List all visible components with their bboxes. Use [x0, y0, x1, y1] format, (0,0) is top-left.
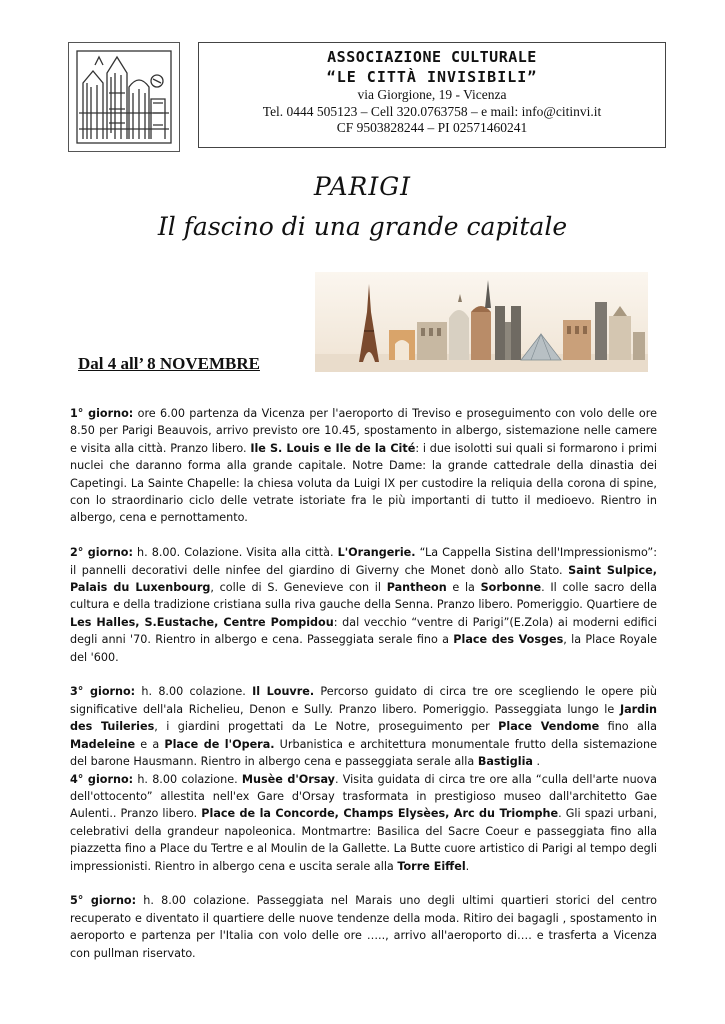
page-subtitle: Il fascino di una grande capitale: [157, 212, 568, 241]
day-1: 1° giorno: ore 6.00 partenza da Vicenza per l'aeroporto di Treviso e proseguimento con volo delle ore 8.50 per Parigi Beauvois, arrivo previsto ore 10.45, spostamento in albergo, sistemazione nelle camere e visita alla città. Pranzo libero. Ile S. Louis e Ile de la Cité: i due isolotti sui quali si formarono i primi nuclei che daranno forma alla grande capitale. Notre Dame: la grande cattedrale della dinastia dei Capetingi. La Sainte Chapelle: la chiesa voluta da Luigi IX per custodire la reliquia della corona di spine, con lo straordinario ciclo delle vetrate istoriate fra le più importanti di tutto il medioevo. Rientro in albergo, cena e pernottamento.: [70, 407, 657, 525]
association-header: [198, 42, 666, 148]
trip-dates-text: Dal 4 all’ 8 NOVEMBRE: [78, 354, 260, 373]
association-logo: [68, 42, 180, 152]
association-contacts: Tel. 0444 505123 – Cell 320.0763758 – e mail: info@citinvi.it: [262, 103, 602, 119]
day-4: 4° giorno: h. 8.00 colazione. Musèe d'Orsay. Visita guidata di circa tre ore alla “culla dell'arte nuova dell'ottocento” allestita nell'ex Gare d'Orsay trasformata in prestigioso museo dall'architetto Gae Aulenti.. Pranzo libero. Place de la Concorde, Champs Elysèes, Arc du Triomphe. Gli spazi urbani, celebrativi della grandeur napoleonica. Montmartre: Basilica del Sacre Coeur e passeggiata fino alla piazzetta fino a Place du Tertre e al Moulin de la Gallette. La Butte cuore artistico di Parigi al tempo degli impressionisti. Rientro in albergo cena e uscita serale alla Torre Eiffel.: [70, 772, 658, 873]
association-name-line1: ASSOCIAZIONE CULTURALE: [327, 48, 537, 66]
day-2: 2° giorno: h. 8.00. Colazione. Visita alla città. L'Orangerie. “La Cappella Sistina dell'Impressionismo”: il pannelli decorativi delle ninfee del giardino di Giverny che Monet donò allo Stato. Saint Sulpice, Palais du Luxenbourg, colle di S. Genevieve con il Pantheon e la Sorbonne. Il colle sacro della cultura e della tradizione cristiana sulla riva gauche della Senna. Pranzo libero. Pomeriggio. Quartiere de Les Halles, S.Eustache, Centre Pompidou: dal vecchio “ventre di Parigi”(E.Zola) ai moderni edifici degli anni '70. Rientro in albergo e cena. Passeggiata serale fino a Place des Vosges, la Place Royale del '600.: [70, 546, 658, 664]
association-fiscal-codes: CF 9503828244 – PI 02571460241: [336, 120, 528, 135]
association-address: via Giorgione, 19 - Vicenza: [357, 87, 507, 102]
day-3: 3° giorno: h. 8.00 colazione. Il Louvre. Percorso guidato di circa tre ore scegliendo le opere più significative dell'ala Richelieu, Denon e Sully. Pranzo libero. Pomeriggio. Passeggiata lungo le Jardin des Tuileries, i giardini progettati da Le Notre, proseguimento per Place Vendome fino alla Madeleine e a Place de l'Opera. Urbanistica e architettura monumentale frutto della sistemazione del barone Hausmann. Rientro in albergo cena e passeggiata serale alla Bastiglia .: [70, 685, 657, 769]
city-sketch-logo-icon: [69, 43, 179, 151]
page-title: PARIGI: [313, 172, 412, 201]
association-name-line2: “LE CITTÀ INVISIBILI”: [326, 68, 538, 86]
day-5: 5° giorno: h. 8.00 colazione. Passeggiata nel Marais uno degli ultimi quartieri storici del centro recuperato e diventato il quartiere delle nuove tendenze della moda. Ritiro dei bagagli , spostamento in aeroporto e partenza per l'Italia con volo delle ore ….., arrivo all'aeroporto di…. e trasferta a Vicenza con pullman riservato.: [70, 894, 657, 960]
itinerary: [70, 405, 657, 962]
trip-dates: [78, 354, 274, 374]
paris-skyline-icon: [315, 272, 648, 372]
paris-skyline-illustration: [315, 272, 648, 372]
